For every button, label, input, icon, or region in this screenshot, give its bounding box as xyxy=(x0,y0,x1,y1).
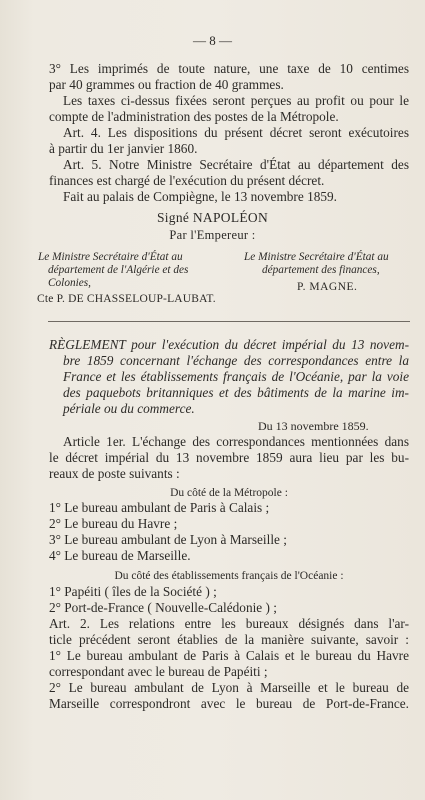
right-minister-title xyxy=(244,251,414,277)
page-number: — 8 — xyxy=(193,33,232,48)
list-item: 4° Le bureau de Marseille. xyxy=(49,548,191,563)
signed-napoleon: Signé NAPOLÉON xyxy=(156,210,269,225)
list-item: 3° Le bureau ambulant de Lyon à Marseille ; xyxy=(49,532,287,547)
left-minister-line: Le Ministre Secrétaire d'État au xyxy=(38,251,183,263)
oceanie-heading: Du côté des établissements français de l'Océanie : xyxy=(114,570,344,582)
article-2-line: Art. 2. Les relations entre les bureaux désignés dans l'ar- xyxy=(49,616,409,631)
reglement-title xyxy=(49,337,409,417)
article-2 xyxy=(49,616,409,712)
decree-line: 3° Les imprimés de toute nature, une taxe de 10 centimes xyxy=(49,61,409,76)
list-item: 1° Le bureau ambulant de Paris à Calais ; xyxy=(49,500,270,515)
list-item: 1° Papéiti ( îles de la Société ) ; xyxy=(49,584,217,599)
article-1-line: reaux de poste suivants : xyxy=(49,466,180,481)
article-1 xyxy=(49,434,409,482)
metropole-list xyxy=(49,500,409,564)
decree-line: Art. 4. Les dispositions du présent décret seront exécutoires xyxy=(63,125,409,140)
decree-line: Art. 5. Notre Ministre Secrétaire d'État au département des xyxy=(63,157,409,172)
reglement-title-line: France et les établissements français de l'Océanie, par la voie xyxy=(63,369,409,384)
article-2-line: ticle précédent seront établies de la manière suivante, savoir : xyxy=(49,632,409,647)
decree-body xyxy=(49,61,409,205)
list-item: 2° Le bureau du Havre ; xyxy=(49,516,178,531)
reglement-title-line: des paquebots britanniques et des bâtiments de la marine im- xyxy=(63,385,409,400)
decree-line: compte de l'administration des postes de la Métropole. xyxy=(49,109,339,124)
decree-line: finances est chargé de l'exécution du présent décret. xyxy=(49,173,325,188)
reglement-title-line: bre 1859 concernant l'échange des correspondances entre la xyxy=(63,353,409,368)
reglement-date: Du 13 novembre 1859. xyxy=(258,419,369,433)
par-empereur: Par l'Empereur : xyxy=(169,228,256,242)
article-1-line: Article 1er. L'échange des correspondances mentionnées dans xyxy=(63,434,409,449)
article-1-line: le décret impérial du 13 novembre 1859 aura lieu par les bu- xyxy=(49,450,409,465)
left-minister-title xyxy=(38,251,218,290)
reglement-title-line: périale ou du commerce. xyxy=(63,401,195,416)
article-2-line: correspondant avec le bureau de Papéiti ; xyxy=(49,664,268,679)
article-2-line: Marseille correspondront avec le bureau de Port-de-France. xyxy=(49,696,409,711)
list-item: 2° Port-de-France ( Nouvelle-Calédonie ) ; xyxy=(49,600,277,615)
decree-line: Les taxes ci-dessus fixées seront perçues au profit ou pour le xyxy=(63,93,409,108)
left-minister-line: Colonies, xyxy=(48,277,91,289)
reglement-title-line: RÈGLEMENT pour l'exécution du décret impérial du 13 novem- xyxy=(49,337,409,352)
article-2-line: 1° Le bureau ambulant de Paris à Calais et le bureau du Havre xyxy=(49,648,409,663)
decree-line: à partir du 1er janvier 1860. xyxy=(49,141,198,156)
decree-line: par 40 grammes ou fraction de 40 grammes. xyxy=(49,77,284,92)
right-minister-line: Le Ministre Secrétaire d'État au xyxy=(244,251,389,263)
right-minister-name: P. MAGNE. xyxy=(297,281,358,293)
section-divider xyxy=(48,321,410,322)
article-2-line: 2° Le bureau ambulant de Lyon à Marseille et le bureau de xyxy=(49,680,409,695)
decree-line: Fait au palais de Compiègne, le 13 novembre 1859. xyxy=(63,189,338,204)
metropole-heading: Du côté de la Métropole : xyxy=(170,487,288,499)
oceanie-list xyxy=(49,584,409,616)
left-minister-line: département de l'Algérie et des xyxy=(48,264,189,276)
left-minister-name: Cte P. DE CHASSELOUP-LAUBAT. xyxy=(37,293,216,305)
right-minister-line: département des finances, xyxy=(262,264,380,276)
